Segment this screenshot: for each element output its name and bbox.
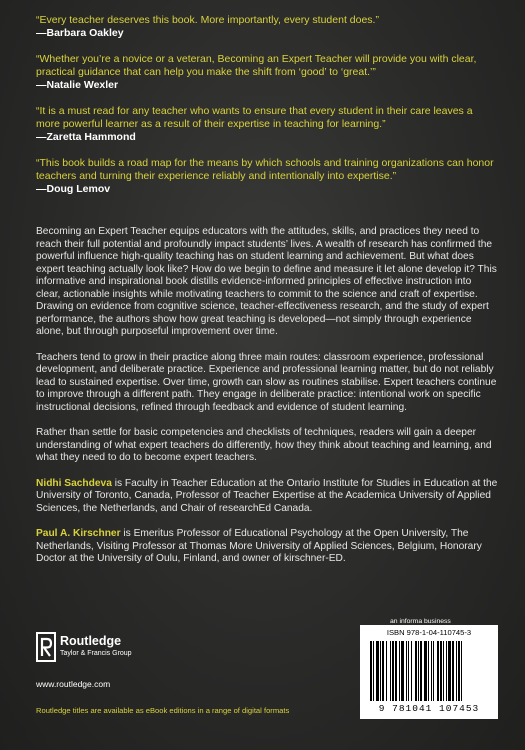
barcode-icon [366, 641, 492, 701]
author-bio [36, 478, 498, 516]
quote-text: “It is a must read for any teacher who wants to ensure that every student in their care leaves a more powerful learner as a result of their expertise in teaching for learning.” [36, 105, 473, 130]
endorsements [36, 14, 496, 209]
description-paragraph: Teachers tend to grow in their practice along three main routes: classroom experience, professional development, and deliberate practice. Experience and professional learning matter, but do not reliably lead to sustained expertise. Over time, growth can slow as routines stabilise. Expert teachers continue to improve through a different path. They engage in deliberate practice: intentional work on specific instructional decisions, refined through feedback and evidence of student learning. [36, 351, 497, 413]
ebook-note: Routledge titles are available as eBook editions in a range of digital formats [36, 706, 290, 715]
author-bio-text: is Faculty in Teacher Education at the Ontario Institute for Studies in Education at the University of Toronto, Canada, Professor of Teacher Expertise at the Academica University of Applied Sciences, the Netherlands, and Chair of researchEd Canada. [36, 477, 498, 514]
barcode-number: 9 781041 107453 [378, 703, 480, 714]
description-paragraph: Becoming an Expert Teacher equips educators with the attitudes, skills, and practices they need to reach their full potential and profoundly impact students’ lives. A wealth of research has confirmed the powerful influence high-quality teaching has on student learning and achievement. But what does expert teaching actually look like? How do we begin to define and measure it let alone develop it? This informative and inspirational book distills evidence-informed principles of effective instruction into clear, actionable insights while motivating teachers to commit to the science and craft of expertise. Drawing on evidence from cognitive science, teacher-effectiveness research, and the study of expert performance, the authors show how great teaching is developed—not simply through experience alone, but through purposeful improvement over time. [36, 226, 497, 337]
endorsement [36, 157, 496, 196]
routledge-logo-icon [36, 632, 56, 662]
endorsement [36, 105, 496, 144]
endorsement [36, 53, 496, 92]
description-paragraph: Rather than settle for basic competencies and checklists of techniques, readers will gain a deeper understanding of what expert teachers do differently, how they think about teaching and learning, and what they need to do to become expert teachers. [36, 427, 492, 463]
quote-text: “Every teacher deserves this book. More importantly, every student does.” [36, 14, 379, 26]
publisher-logo [36, 632, 196, 668]
author-name: Nidhi Sachdeva [36, 477, 112, 489]
barcode-panel [360, 625, 498, 719]
quote-author: —Doug Lemov [36, 183, 111, 195]
quote-text: “Whether you’re a novice or a veteran, Becoming an Expert Teacher will provide you with clear, practical guidance that can help you make the shift from ‘good’ to ‘great.’” [36, 53, 477, 78]
publisher-group: Taylor & Francis Group [60, 650, 132, 657]
informa-tagline: an informa business [390, 618, 451, 625]
book-description [36, 226, 498, 579]
author-bio-text: is Emeritus Professor of Educational Psychology at the Open University, The Netherlands, Visiting Professor at Thomas More University of Applied Sciences, Belgium, Honorary Doctor at the University of Oulu, Finland, and owner of kirschner-ED. [36, 528, 482, 564]
quote-author: —Natalie Wexler [36, 79, 119, 91]
author-name: Paul A. Kirschner [36, 528, 121, 539]
publisher-url: www.routledge.com [36, 679, 111, 689]
author-bio [36, 528, 498, 566]
publisher-name: Routledge [60, 634, 122, 648]
endorsement [36, 14, 496, 40]
quote-author: —Zaretta Hammond [36, 131, 136, 143]
quote-text: “This book builds a road map for the means by which schools and training organizations can honor teachers and turning their experience reliably and intentionally into expertise.” [36, 157, 494, 182]
quote-author: —Barbara Oakley [36, 27, 124, 39]
isbn-label: ISBN 978-1-04-110745-3 [386, 628, 472, 637]
